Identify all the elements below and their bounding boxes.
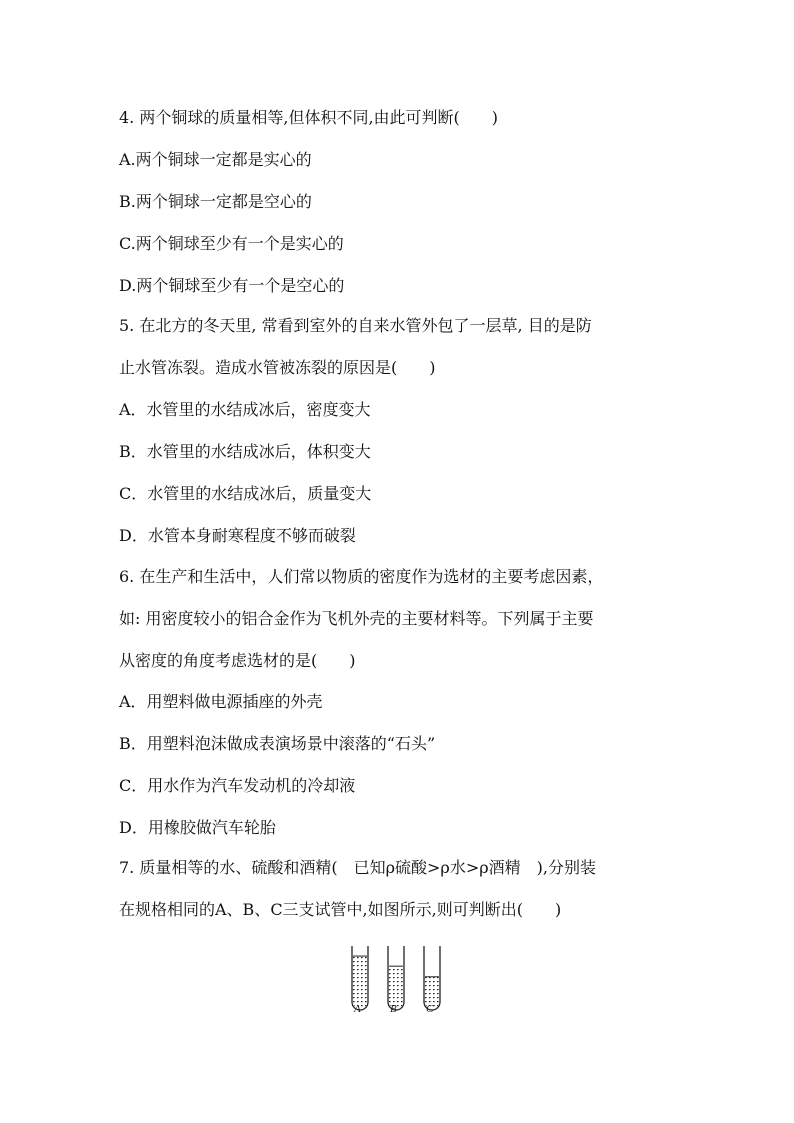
q4-stem-line-1: 4. 两个铜球的质量相等,但体积不同,由此可判断( ) [119,108,499,127]
q4-option-a: A.两个铜球一定都是实心的 [119,150,312,169]
q6-option-c: C．用水作为汽车发动机的冷却液 [119,776,356,795]
q7-stem-line-1: 7. 质量相等的水、硫酸和酒精( 已知ρ硫酸>ρ水>ρ酒精 ),分别装 [119,858,596,877]
liquid-b [389,966,403,1002]
q5-stem-line-2: 止水管冻裂。造成水管被冻裂的原因是( ) [119,358,436,377]
q6-option-b: B．用塑料泡沫做成表演场景中滚落的“石头” [119,734,436,753]
q6-option-d: D．用橡胶做汽车轮胎 [119,818,276,837]
test-tube-b [388,946,404,1010]
tube-label-a: A [354,1003,361,1015]
tube-label-b: B [390,1003,397,1015]
q6-option-a: A．用塑料做电源插座的外壳 [119,692,323,711]
q5-option-d: D．水管本身耐寒程度不够而破裂 [119,526,356,545]
q6-stem-line-3: 从密度的角度考虑选材的是( ) [119,651,356,670]
q4-option-c: C.两个铜球至少有一个是实心的 [119,234,344,253]
q4-option-b: B.两个铜球一定都是空心的 [119,192,312,211]
q5-option-a: A．水管里的水结成冰后，密度变大 [119,400,371,419]
liquid-c [425,977,439,1002]
test-tube-c [424,946,440,1010]
test-tube-a [352,946,368,1010]
q5-stem-line-1: 5. 在北方的冬天里, 常看到室外的自来水管外包了一层草, 目的是防 [119,316,592,335]
liquid-a [353,956,367,1002]
q5-option-c: C．水管里的水结成冰后，质量变大 [119,484,372,503]
q4-option-d: D.两个铜球至少有一个是空心的 [119,276,345,295]
q6-stem-line-1: 6. 在生产和生活中，人们常以物质的密度作为选材的主要考虑因素， [119,567,604,586]
q5-option-b: B．水管里的水结成冰后，体积变大 [119,442,371,461]
q6-stem-line-2: 如: 用密度较小的铝合金作为飞机外壳的主要材料等。下列属于主要 [119,609,594,628]
tube-label-c: C [426,1003,434,1015]
q7-stem-line-2: 在规格相同的A、B、C三支试管中,如图所示,则可判断出( ) [119,900,562,919]
